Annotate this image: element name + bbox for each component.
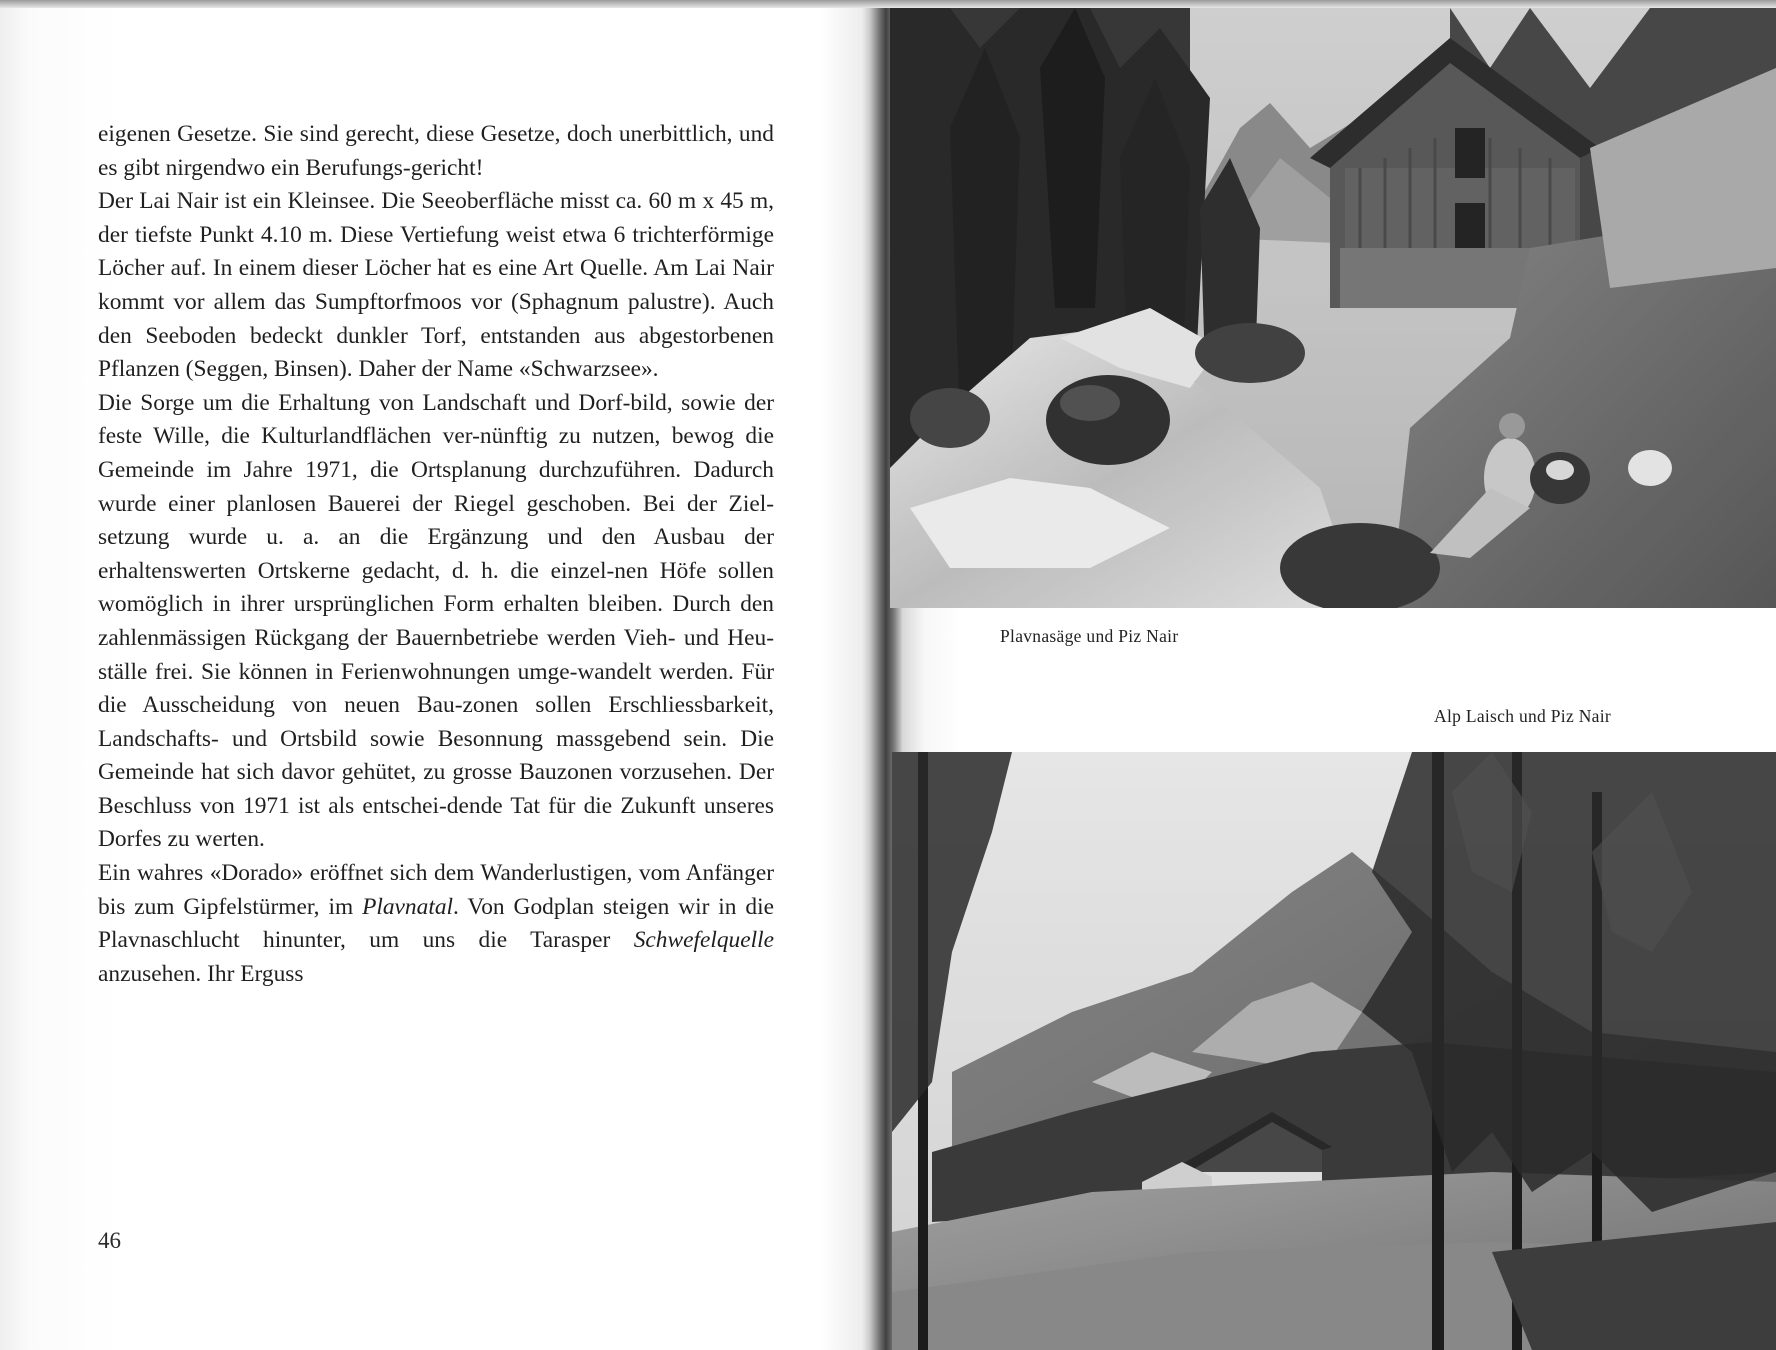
text-run: . Von Godplan steigen wir in die Plavnaschlucht hinunter, um uns die Tarasper <box>98 893 774 954</box>
text-run: eigenen Gesetze. Sie sind gerecht, diese Gesetze, doch unerbittlich, und es gibt nirgendwo ein Berufungs-gericht! <box>98 121 774 181</box>
page-number: 46 <box>98 1228 121 1253</box>
text-run: Der Lai Nair ist ein Kleinsee. Die Seeoberfläche misst ca. 60 m x 45 m, der tiefste Punkt 4.10 m. Diese Vertiefung weist etwa 6 trichterförmige Löcher auf. In einem dieser Löcher hat es eine Art Quelle. Am Lai Nair kommt vor allem das Sumpftorfmoos vor (Sphagnum palustre). Auch den Seeboden bedeckt dunkler Torf, entstanden aus abgestorbenen Pflanzen (Seggen, Binsen). Daher der Name «Schwarzsee». <box>98 188 774 383</box>
paragraph <box>98 118 774 185</box>
photo-plavnasaege-image <box>890 8 1776 608</box>
scan-top-edge <box>0 0 1776 8</box>
photo-bottom-caption: Alp Laisch und Piz Nair <box>1434 706 1612 726</box>
photo-plavnasaege <box>890 8 1776 608</box>
text-run: Die Sorge um die Erhaltung von Landschaft und Dorf-bild, sowie der feste Wille, die Kulturlandflächen ver-nünftig zu nutzen, bewog die Gemeinde im Jahre 1971, die Ortsplanung durchzuführen. Dadurch wurde einer planlosen Bauerei der Riegel geschoben. Bei der Ziel-setzung wurde u. a. an die Ergänzung und den Ausbau der erhaltenswerten Ortskerne gedacht, d. h. die einzel-nen Höfe sollen womöglich in ihrer ursprünglichen Form erhalten bleiben. Durch den zahlenmässigen Rückgang der Bauernbetriebe werden Vieh- und Heu-ställe frei. Sie können in Ferienwohnungen umge-wandelt werden. Für die Ausscheidung von neuen Bau-zonen sollen Erschliessbarkeit, Landschafts- und Ortsbild sowie Besonnung massgebend sein. Die Gemeinde hat sich davor gehütet, zu grosse Bauzonen vorzusehen. Der Beschluss von 1971 ist als entschei-dende Tat für die Zukunft unseres Dorfes zu werten. <box>98 389 774 853</box>
paragraph <box>98 857 774 991</box>
italic-term: Schwefelquelle <box>633 927 774 954</box>
body-text <box>98 118 774 991</box>
photo-alp-laisch <box>892 752 1776 1350</box>
paragraph <box>98 185 774 387</box>
italic-term: Plavnatal <box>362 893 454 920</box>
text-run: anzusehen. Ihr Erguss <box>98 960 304 987</box>
paragraph <box>98 387 774 857</box>
text-run: Ein wahres «Dorado» eröffnet sich dem Wanderlustigen, vom Anfänger bis zum Gipfelstürmer, im <box>98 860 774 920</box>
photo-alp-laisch-image <box>892 752 1776 1350</box>
photo-top-caption: Plavnasäge und Piz Nair <box>1000 626 1179 646</box>
